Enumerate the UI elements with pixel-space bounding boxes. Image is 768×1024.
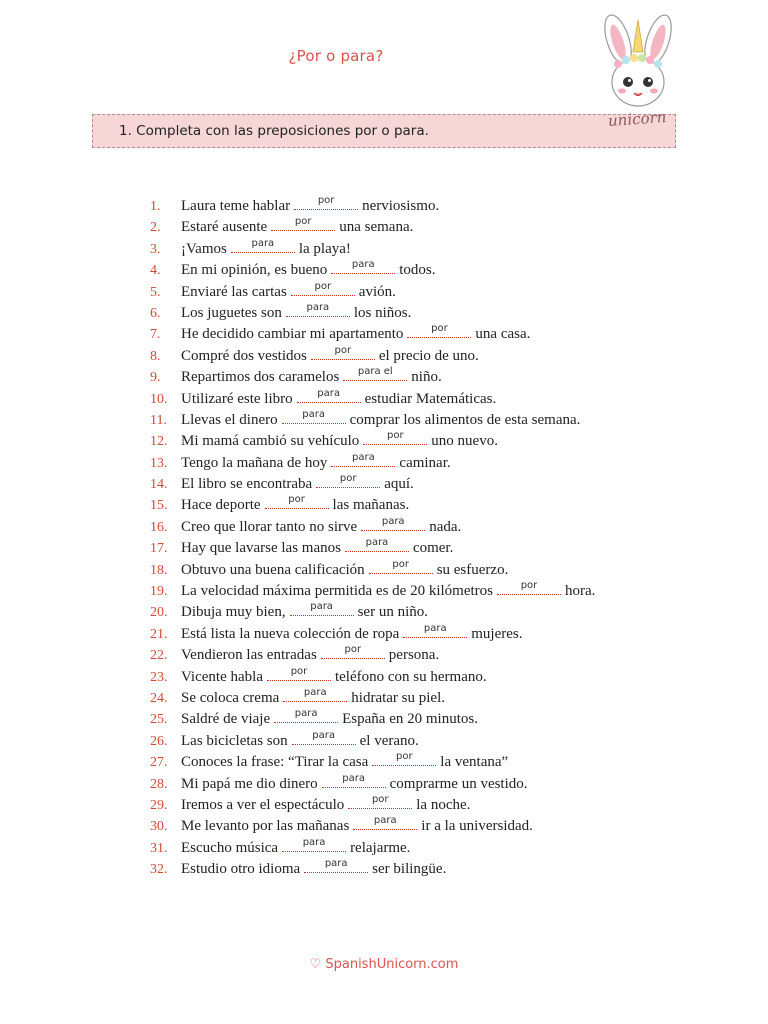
- sentence: [181, 517, 461, 538]
- exercise-item: [150, 816, 710, 837]
- item-number: 29.: [150, 797, 168, 813]
- exercise-item: [150, 282, 710, 303]
- exercise-item: [150, 667, 710, 688]
- sentence-after: comer.: [412, 540, 454, 557]
- handwritten-answer: por: [431, 323, 448, 335]
- sentence: [181, 560, 508, 581]
- answer-blank[interactable]: [283, 686, 347, 702]
- answer-blank[interactable]: [322, 772, 386, 788]
- item-number: 32.: [150, 862, 168, 878]
- exercise-item: [150, 217, 710, 238]
- exercise-item: [150, 367, 710, 388]
- answer-blank[interactable]: [361, 515, 425, 531]
- handwritten-answer: por: [371, 793, 389, 805]
- handwritten-answer: para: [302, 836, 326, 848]
- sentence-before: Creo que llorar tanto no sirve: [181, 518, 358, 535]
- answer-blank[interactable]: [316, 475, 380, 488]
- sentence: [181, 239, 351, 260]
- sentence-after: nerviosismo.: [362, 198, 440, 214]
- handwritten-answer: por: [288, 494, 305, 506]
- sentence-after: todos.: [399, 262, 436, 279]
- handwritten-answer: por: [314, 280, 332, 292]
- sentence-after: hora.: [565, 583, 596, 600]
- item-number: 30.: [150, 819, 168, 835]
- item-number: 17.: [150, 541, 168, 557]
- handwritten-answer: por: [520, 580, 538, 592]
- sentence: [181, 859, 446, 880]
- item-number: 31.: [150, 840, 168, 856]
- sentence: [181, 324, 530, 345]
- logo-text: unicorn: [607, 107, 667, 131]
- exercise-item: [150, 474, 710, 495]
- answer-blank[interactable]: [331, 451, 395, 467]
- sentence-before: Dibuja muy bien,: [181, 604, 286, 621]
- sentence-after: comprarme un vestido.: [389, 775, 528, 792]
- exercise-item: [150, 752, 710, 773]
- sentence: [181, 389, 496, 410]
- sentence-before: Enviaré las cartas: [181, 283, 287, 300]
- exercise-item: [150, 581, 710, 602]
- answer-blank[interactable]: [231, 237, 295, 253]
- item-number: 4.: [150, 263, 161, 279]
- handwritten-answer: para: [324, 858, 348, 870]
- exercise-item: [150, 645, 710, 666]
- handwritten-answer: por: [396, 751, 413, 763]
- handwritten-answer: para: [352, 451, 375, 463]
- answer-blank[interactable]: [363, 432, 427, 445]
- sentence: [181, 431, 498, 452]
- exercise-item: [150, 303, 710, 324]
- exercise-item: [150, 774, 710, 795]
- handwritten-answer: para: [423, 622, 447, 634]
- sentence-before: Mi mamá cambió su vehículo: [181, 433, 360, 450]
- sentence: [181, 602, 428, 623]
- exercise-item: [150, 389, 710, 410]
- sentence-before: Vicente habla: [181, 668, 263, 685]
- answer-blank[interactable]: [294, 197, 358, 210]
- exercise-item: [150, 324, 710, 345]
- instruction-box: [92, 114, 676, 148]
- handwritten-answer: para: [381, 515, 405, 527]
- handwritten-answer: por: [334, 344, 352, 356]
- sentence: [181, 303, 411, 324]
- exercise-item: [150, 495, 710, 516]
- sentence-before: Los juguetes son: [181, 304, 282, 321]
- sentence-before: Hay que lavarse las manos: [181, 540, 341, 557]
- exercise-item: [150, 196, 710, 217]
- answer-blank[interactable]: [292, 729, 356, 745]
- handwritten-answer: por: [290, 665, 308, 677]
- sentence: [181, 367, 442, 388]
- sentence-after: caminar.: [399, 454, 451, 471]
- item-number: 19.: [150, 584, 168, 600]
- page-title: ¿Por o para?: [288, 47, 384, 65]
- sentence: [181, 282, 396, 303]
- exercise-item: [150, 260, 710, 281]
- sentence-after: mujeres.: [471, 625, 523, 642]
- answer-blank[interactable]: [271, 218, 335, 231]
- sentence-before: Se coloca crema: [181, 689, 280, 706]
- sentence-before: He decidido cambiar mi apartamento: [181, 326, 404, 343]
- sentence: [181, 774, 528, 795]
- sentence-after: hidratar su piel.: [351, 689, 446, 706]
- answer-blank[interactable]: [311, 344, 375, 360]
- item-number: 24.: [150, 690, 168, 706]
- sentence-after: teléfono con su hermano.: [334, 668, 487, 685]
- sentence-before: La velocidad máxima permitida es de 20 kilómetros: [181, 583, 493, 600]
- sentence-before: Está lista la nueva colección de ropa: [181, 625, 400, 642]
- exercise-item: [150, 538, 710, 559]
- sentence: [181, 581, 595, 602]
- answer-blank[interactable]: [369, 558, 433, 574]
- answer-blank[interactable]: [286, 301, 350, 317]
- exercise-item: [150, 688, 710, 709]
- exercise-item: [150, 239, 710, 260]
- item-number: 13.: [150, 455, 168, 471]
- answer-blank[interactable]: [407, 325, 471, 338]
- sentence-after: niño.: [411, 369, 442, 386]
- handwritten-answer: por: [344, 644, 362, 656]
- item-number: 22.: [150, 648, 168, 664]
- sentence-before: Compré dos vestidos: [181, 347, 307, 364]
- sentence: [181, 410, 580, 431]
- exercise-list: [150, 196, 710, 881]
- answer-blank[interactable]: [345, 539, 409, 552]
- sentence-after: el verano.: [359, 732, 419, 749]
- item-number: 8.: [150, 348, 161, 364]
- sentence-after: comprar los alimentos de esta semana.: [349, 411, 581, 428]
- sentence-after: la playa!: [298, 240, 351, 257]
- sentence-before: Escucho música: [181, 839, 279, 856]
- handwritten-answer: para: [294, 708, 318, 720]
- footer-link[interactable]: ♡ SpanishUnicorn.com: [309, 957, 459, 972]
- sentence-before: Tengo la mañana de hoy: [181, 454, 328, 471]
- sentence-after: su esfuerzo.: [436, 561, 509, 578]
- item-number: 16.: [150, 519, 168, 535]
- sentence: [181, 260, 436, 281]
- item-number: 12.: [150, 434, 168, 450]
- sentence-after: aquí.: [384, 476, 414, 493]
- sentence: [181, 346, 479, 367]
- sentence-after: una casa.: [475, 326, 531, 343]
- sentence-before: Vendieron las entradas: [181, 647, 317, 664]
- item-number: 21.: [150, 626, 168, 642]
- exercise-item: [150, 859, 710, 880]
- sentence-before: Conoces la frase: “Tirar la casa: [181, 754, 369, 771]
- answer-blank[interactable]: [282, 836, 346, 852]
- answer-blank[interactable]: [297, 387, 361, 403]
- sentence-before: En mi opinión, es bueno: [181, 262, 328, 279]
- answer-blank[interactable]: [274, 710, 338, 723]
- answer-blank[interactable]: [497, 582, 561, 595]
- answer-blank[interactable]: [348, 793, 412, 809]
- answer-blank[interactable]: [291, 280, 355, 296]
- handwritten-answer: para: [306, 301, 330, 313]
- handwritten-answer: para: [310, 601, 333, 613]
- sentence: [181, 538, 453, 559]
- handwritten-answer: para: [317, 387, 340, 399]
- sentence-before: El libro se encontraba: [181, 476, 313, 493]
- exercise-item: [150, 731, 710, 752]
- item-number: 7.: [150, 327, 161, 343]
- sentence-before: Llevas el dinero: [181, 411, 278, 428]
- handwritten-answer: por: [387, 430, 404, 442]
- handwritten-answer: por: [392, 558, 409, 570]
- sentence-after: estudiar Matemáticas.: [364, 390, 497, 407]
- sentence-after: persona.: [388, 647, 440, 664]
- item-number: 5.: [150, 284, 161, 300]
- item-number: 14.: [150, 477, 168, 493]
- item-number: 9.: [150, 370, 161, 386]
- answer-blank[interactable]: [265, 496, 329, 509]
- sentence-before: Me levanto por las mañanas: [181, 818, 350, 835]
- item-number: 26.: [150, 733, 168, 749]
- item-number: 2.: [150, 220, 161, 236]
- sentence-after: ser bilingüe.: [372, 861, 447, 878]
- instruction-text: 1. Completa con las preposiciones por o para.: [119, 123, 429, 139]
- sentence-after: relajarme.: [350, 839, 411, 856]
- item-number: 6.: [150, 305, 161, 321]
- sentence-after: ir a la universidad.: [421, 818, 533, 835]
- item-number: 20.: [150, 605, 168, 621]
- item-number: 3.: [150, 241, 161, 257]
- sentence: [181, 795, 470, 816]
- sentence-before: Las bicicletas son: [181, 732, 288, 749]
- handwritten-answer: para: [303, 686, 327, 698]
- answer-blank[interactable]: [282, 408, 346, 424]
- sentence-after: ser un niño.: [357, 604, 428, 621]
- sentence-before: Saldré de viaje: [181, 711, 271, 728]
- handwritten-answer: para: [342, 772, 365, 784]
- item-number: 18.: [150, 562, 168, 578]
- sentence-after: avión.: [358, 283, 396, 300]
- handwritten-answer: para: [251, 237, 275, 249]
- handwritten-answer: para: [351, 259, 375, 271]
- exercise-item: [150, 795, 710, 816]
- sentence-after: los niños.: [353, 304, 412, 321]
- sentence-before: Estudio otro idioma: [181, 861, 301, 878]
- item-number: 28.: [150, 776, 168, 792]
- sentence-before: Utilizaré este libro: [181, 390, 293, 407]
- sentence-after: nada.: [429, 518, 462, 535]
- answer-blank[interactable]: [267, 665, 331, 681]
- answer-blank[interactable]: [372, 753, 436, 766]
- answer-blank[interactable]: [321, 646, 385, 659]
- handwritten-answer: para: [365, 537, 389, 549]
- answer-blank[interactable]: [331, 261, 395, 274]
- answer-blank[interactable]: [343, 368, 407, 381]
- exercise-item: [150, 560, 710, 581]
- sentence-after: la noche.: [416, 796, 471, 813]
- sentence: [181, 816, 533, 837]
- sentence: [181, 217, 413, 238]
- item-number: 15.: [150, 498, 168, 514]
- item-number: 1.: [150, 199, 161, 214]
- answer-blank[interactable]: [353, 817, 417, 830]
- sentence: [181, 495, 409, 516]
- exercise-item: [150, 624, 710, 645]
- exercise-item: [150, 410, 710, 431]
- exercise-item: [150, 431, 710, 452]
- exercise-item: [150, 453, 710, 474]
- sentence-before: Obtuvo una buena calificación: [181, 561, 365, 578]
- sentence-after: el precio de uno.: [378, 347, 479, 364]
- item-number: 27.: [150, 755, 168, 771]
- item-number: 25.: [150, 712, 168, 728]
- handwritten-answer: por: [294, 216, 312, 228]
- sentence: [181, 645, 439, 666]
- handwritten-answer: para: [373, 815, 397, 827]
- item-number: 23.: [150, 669, 168, 685]
- handwritten-answer: por: [339, 473, 357, 485]
- item-number: 10.: [150, 391, 168, 407]
- sentence: [181, 453, 451, 474]
- sentence-before: Laura teme hablar: [181, 198, 291, 214]
- sentence: [181, 667, 487, 688]
- handwritten-answer: para el: [357, 366, 393, 378]
- sentence-after: uno nuevo.: [431, 433, 498, 450]
- answer-blank[interactable]: [304, 860, 368, 873]
- item-number: 11.: [150, 412, 167, 428]
- exercise-item: [150, 838, 710, 859]
- sentence: [181, 731, 419, 752]
- exercise-item: [150, 517, 710, 538]
- handwritten-answer: por: [317, 195, 335, 206]
- handwritten-answer: para: [302, 408, 325, 420]
- answer-blank[interactable]: [290, 603, 354, 616]
- answer-blank[interactable]: [403, 622, 467, 638]
- sentence-after: una semana.: [339, 219, 414, 236]
- sentence-before: Estaré ausente: [181, 219, 268, 236]
- exercise-item: [150, 709, 710, 730]
- sentence-after: España en 20 minutos.: [342, 711, 478, 728]
- sentence-before: Hace deporte: [181, 497, 261, 514]
- sentence-after: la ventana”: [440, 754, 509, 771]
- handwritten-answer: para: [312, 729, 335, 741]
- sentence-before: Repartimos dos caramelos: [181, 369, 340, 386]
- sentence: [181, 838, 410, 859]
- sentence-after: las mañanas.: [332, 497, 410, 514]
- sentence-before: ¡Vamos: [181, 240, 227, 257]
- sentence-before: Mi papá me dio dinero: [181, 775, 318, 792]
- sentence-before: Iremos a ver el espectáculo: [181, 796, 345, 813]
- exercise-item: [150, 346, 710, 367]
